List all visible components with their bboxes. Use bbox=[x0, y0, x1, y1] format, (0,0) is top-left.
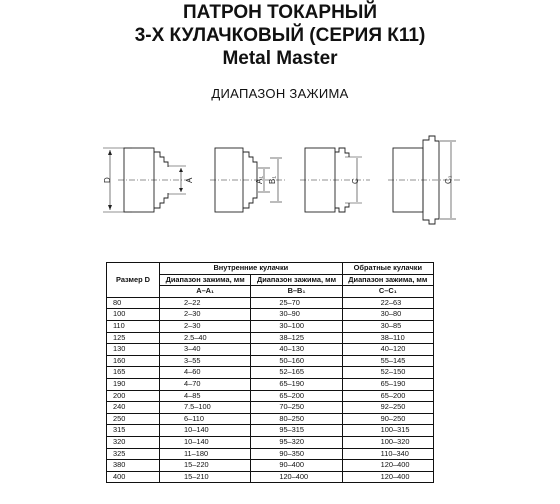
table-row bbox=[107, 320, 434, 332]
title-line-3: Metal Master bbox=[222, 48, 338, 69]
table-row bbox=[107, 425, 434, 437]
title-line-1: ПАТРОН ТОКАРНЫЙ bbox=[182, 2, 378, 23]
table-cell: 325 bbox=[107, 448, 160, 460]
sub-cc1-header: C–C₁ bbox=[342, 286, 433, 298]
table-row bbox=[107, 448, 434, 460]
label-a1: A₁ bbox=[255, 175, 264, 184]
table-row bbox=[107, 344, 434, 356]
table-cell: 70–250 bbox=[251, 402, 342, 414]
table-cell: 30–85 bbox=[342, 320, 433, 332]
table-cell: 11–180 bbox=[160, 448, 251, 460]
chuck-drawing-4 bbox=[388, 136, 460, 224]
table-row bbox=[107, 355, 434, 367]
table-cell: 80 bbox=[107, 297, 160, 309]
table-row bbox=[107, 332, 434, 344]
table-cell: 125 bbox=[107, 332, 160, 344]
sub-range-header-1: Диапазон зажима, мм bbox=[160, 274, 251, 286]
col-size-header: Размер D bbox=[107, 263, 160, 298]
table-cell: 30–90 bbox=[251, 309, 342, 321]
table-row bbox=[107, 402, 434, 414]
table-cell: 4–70 bbox=[160, 378, 251, 390]
clamping-range-table bbox=[106, 262, 434, 483]
group-outer-header: Обратные кулачки bbox=[342, 263, 433, 275]
label-b1: B₁ bbox=[268, 175, 277, 184]
table-cell: 120–400 bbox=[342, 471, 433, 483]
table-cell: 95–315 bbox=[251, 425, 342, 437]
table-cell: 4–60 bbox=[160, 367, 251, 379]
table-cell: 90–400 bbox=[251, 460, 342, 472]
label-d: D bbox=[103, 177, 112, 183]
sub-aa1-header: A–A₁ bbox=[160, 286, 251, 298]
table-cell: 10–140 bbox=[160, 436, 251, 448]
table-cell: 15–220 bbox=[160, 460, 251, 472]
chuck-drawing-1 bbox=[103, 148, 194, 212]
table-cell: 400 bbox=[107, 471, 160, 483]
table-cell: 80–250 bbox=[251, 413, 342, 425]
table-cell: 38–125 bbox=[251, 332, 342, 344]
table-cell: 100–320 bbox=[342, 436, 433, 448]
table-cell: 380 bbox=[107, 460, 160, 472]
table-cell: 320 bbox=[107, 436, 160, 448]
table-cell: 100 bbox=[107, 309, 160, 321]
table-cell: 165 bbox=[107, 367, 160, 379]
table-cell: 38–110 bbox=[342, 332, 433, 344]
table-cell: 240 bbox=[107, 402, 160, 414]
table-cell: 120–400 bbox=[251, 471, 342, 483]
table-cell: 3–40 bbox=[160, 344, 251, 356]
table-cell: 2–30 bbox=[160, 309, 251, 321]
table-cell: 250 bbox=[107, 413, 160, 425]
table-row bbox=[107, 460, 434, 472]
table-cell: 30–80 bbox=[342, 309, 433, 321]
sub-range-header-3: Диапазон зажима, мм bbox=[342, 274, 433, 286]
table-cell: 65–200 bbox=[251, 390, 342, 402]
label-c1: C₁ bbox=[444, 175, 453, 184]
table-row bbox=[107, 413, 434, 425]
table-cell: 65–190 bbox=[251, 378, 342, 390]
table-cell: 30–100 bbox=[251, 320, 342, 332]
table-body bbox=[107, 297, 434, 483]
sub-range-header-2: Диапазон зажима, мм bbox=[251, 274, 342, 286]
table-cell: 50–160 bbox=[251, 355, 342, 367]
label-a: A bbox=[185, 177, 194, 183]
table-row bbox=[107, 367, 434, 379]
table-row bbox=[107, 297, 434, 309]
table-cell: 120–400 bbox=[342, 460, 433, 472]
table-row bbox=[107, 378, 434, 390]
table-cell: 52–165 bbox=[251, 367, 342, 379]
table-cell: 110 bbox=[107, 320, 160, 332]
chuck-drawing-3 bbox=[300, 148, 370, 212]
table-cell: 110–340 bbox=[342, 448, 433, 460]
table-cell: 90–350 bbox=[251, 448, 342, 460]
table-cell: 65–200 bbox=[342, 390, 433, 402]
table-cell: 2.5–40 bbox=[160, 332, 251, 344]
table-cell: 6–110 bbox=[160, 413, 251, 425]
table-cell: 130 bbox=[107, 344, 160, 356]
chuck-drawing-2 bbox=[210, 148, 285, 212]
table-cell: 95–320 bbox=[251, 436, 342, 448]
table-cell: 2–30 bbox=[160, 320, 251, 332]
table-row bbox=[107, 309, 434, 321]
table-cell: 4–85 bbox=[160, 390, 251, 402]
table-cell: 92–250 bbox=[342, 402, 433, 414]
table-cell: 160 bbox=[107, 355, 160, 367]
table-cell: 7.5–100 bbox=[160, 402, 251, 414]
table-cell: 200 bbox=[107, 390, 160, 402]
table-cell: 65–190 bbox=[342, 378, 433, 390]
table-cell: 25–70 bbox=[251, 297, 342, 309]
table-row bbox=[107, 471, 434, 483]
table-row bbox=[107, 390, 434, 402]
table-cell: 2–22 bbox=[160, 297, 251, 309]
table-cell: 22–63 bbox=[342, 297, 433, 309]
table-cell: 190 bbox=[107, 378, 160, 390]
table-cell: 10–140 bbox=[160, 425, 251, 437]
table-cell: 52–150 bbox=[342, 367, 433, 379]
table-cell: 3–55 bbox=[160, 355, 251, 367]
label-c: C bbox=[351, 178, 360, 184]
title-line-2: 3-Х КУЛАЧКОВЫЙ (СЕРИЯ К11) bbox=[134, 25, 426, 46]
table-row bbox=[107, 436, 434, 448]
table-cell: 15–210 bbox=[160, 471, 251, 483]
subtitle: ДИАПАЗОН ЗАЖИМА bbox=[211, 86, 349, 101]
table-cell: 315 bbox=[107, 425, 160, 437]
table-cell: 55–145 bbox=[342, 355, 433, 367]
table-cell: 40–130 bbox=[251, 344, 342, 356]
table-cell: 40–120 bbox=[342, 344, 433, 356]
sub-bb1-header: B–B₁ bbox=[251, 286, 342, 298]
table-cell: 90–250 bbox=[342, 413, 433, 425]
table-cell: 100–315 bbox=[342, 425, 433, 437]
group-inner-header: Внутренние кулачки bbox=[160, 263, 343, 275]
